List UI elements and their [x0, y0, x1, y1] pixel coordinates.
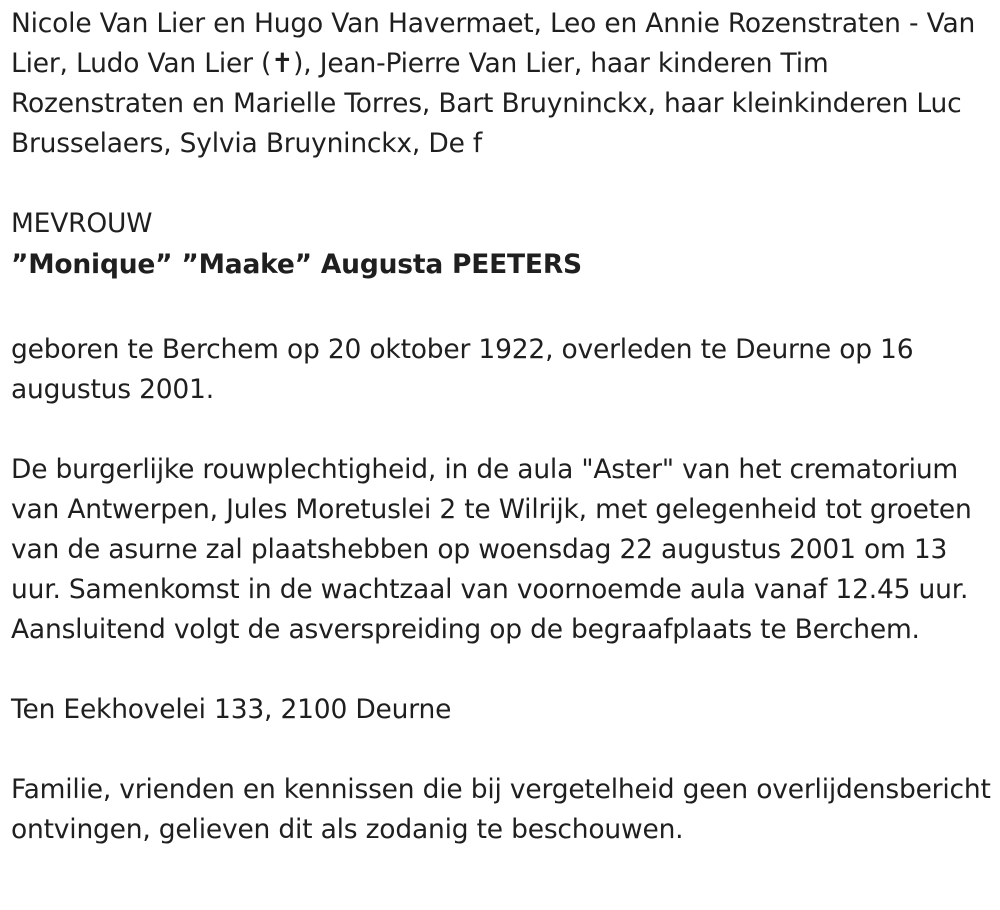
ceremony-paragraph: De burgerlijke rouwplechtigheid, in de aula "Aster" van het crematorium van Antwerpen, Jules Moretuslei 2 te Wilrijk, met gelegenheid tot groeten van de asurne zal plaatshebben op woensdag 22 augustus 2001 om 13 uur. Samenkomst in de wachtzaal van voornoemde aula vanaf 12.45 uur. Aansluitend volgt de asverspreiding op de begraafplaats te Berchem.	[11, 454, 972, 645]
address-line: Ten Eekhovelei 133, 2100 Deurne	[11, 694, 452, 725]
closing-paragraph: Familie, vrienden en kennissen die bij vergetelheid geen overlijdensbericht ontvingen, gelieven dit als zodanig te beschouwen.	[11, 774, 991, 845]
spacer	[11, 730, 991, 770]
spacer	[11, 164, 991, 204]
death-notice	[11, 4, 991, 850]
spacer	[11, 650, 991, 690]
spacer	[11, 410, 991, 450]
family-paragraph: Nicole Van Lier en Hugo Van Havermaet, Leo en Annie Rozenstraten - Van Lier, Ludo Van Lier (✝), Jean-Pierre Van Lier, haar kinderen Tim Rozenstraten en Marielle Torres, Bart Bruyninckx, haar kleinkinderen Luc Brusselaers, Sylvia Bruyninckx, De f	[11, 8, 976, 159]
spacer	[11, 290, 991, 330]
title-mevrouw: MEVROUW	[11, 208, 153, 239]
deceased-name: ”Monique” ”Maake” Augusta PEETERS	[11, 249, 582, 280]
birth-death-paragraph: geboren te Berchem op 20 oktober 1922, overleden te Deurne op 16 augustus 2001.	[11, 334, 914, 405]
